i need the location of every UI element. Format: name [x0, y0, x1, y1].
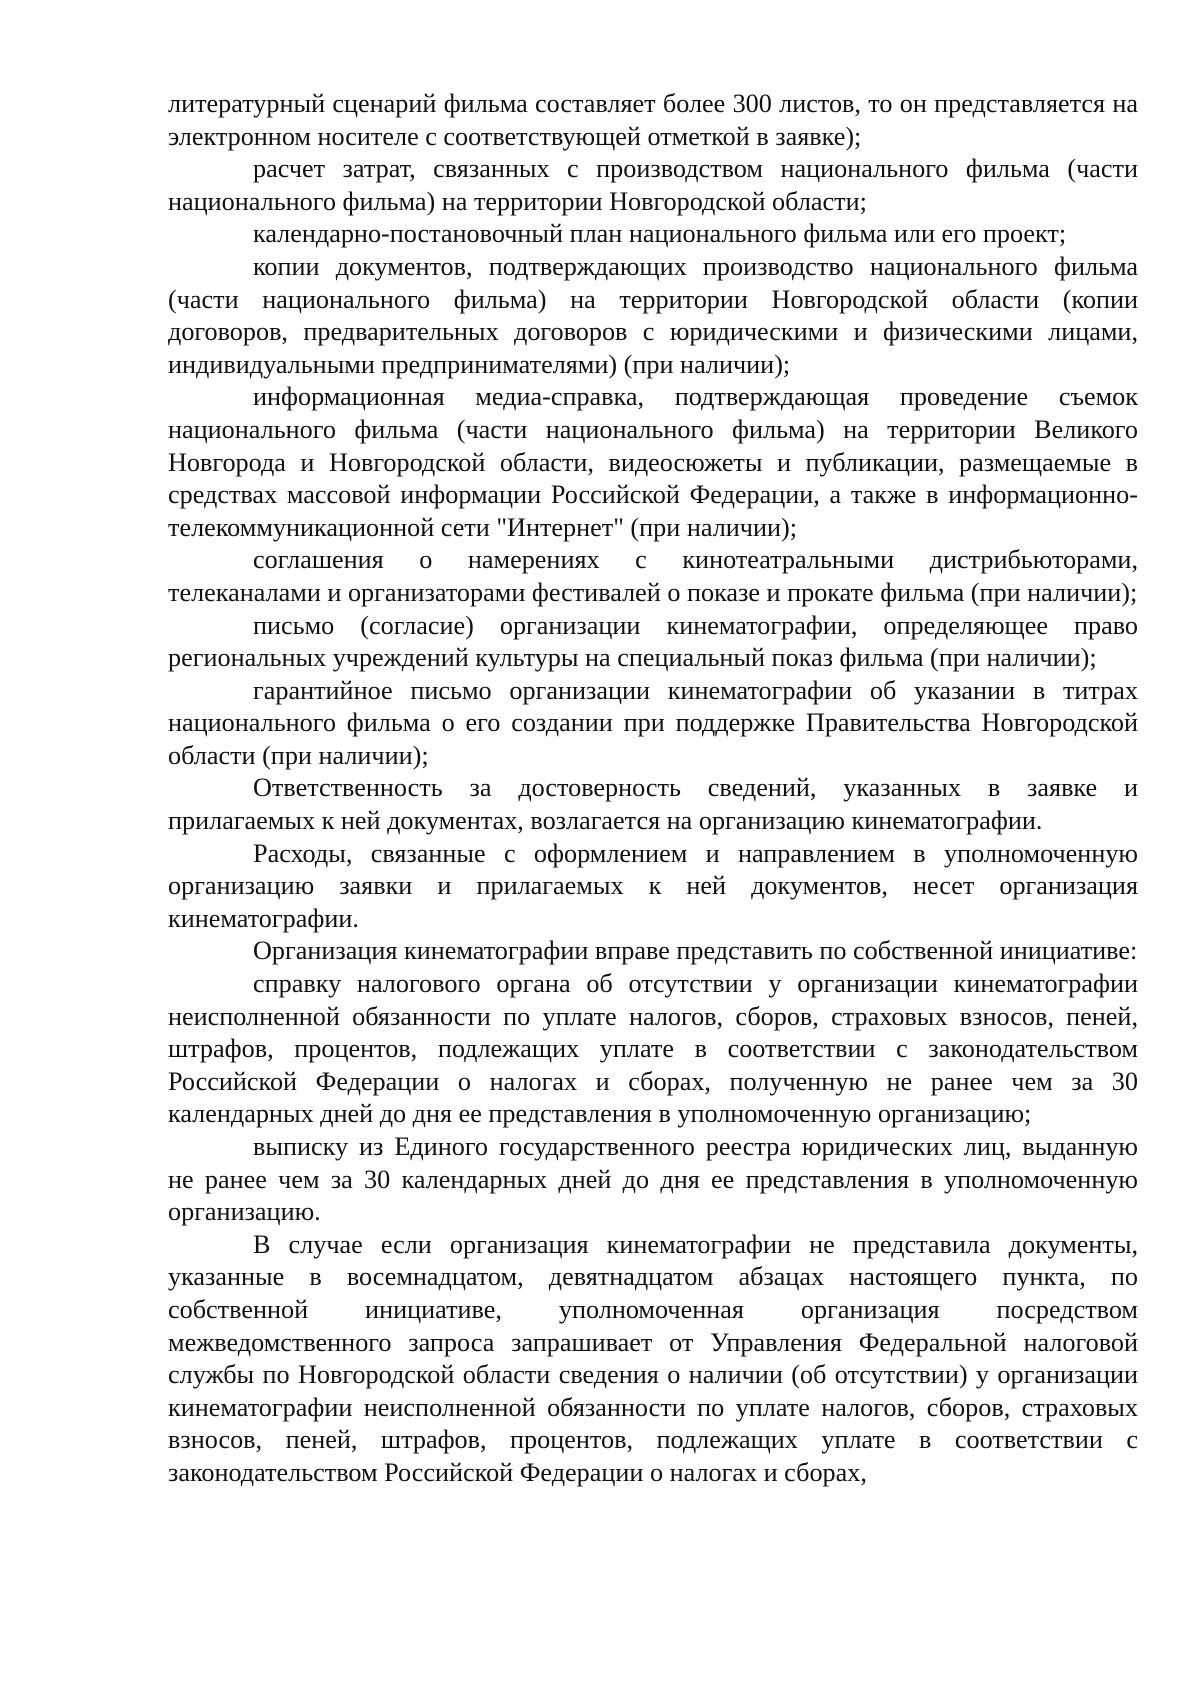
paragraph-guarantee-letter: гарантийное письмо организации кинематографии об указании в титрах национального фильма о его создании при поддержке Правительства Новгородской области (при наличии); — [168, 675, 1138, 770]
paragraph-production-schedule: календарно-постановочный план национального фильма или его проект; — [253, 219, 1067, 249]
paragraph-expenses: Расходы, связанные с оформлением и направлением в уполномоченную организацию заявки и прилагаемых к ней документов, несет организация кинематографии. — [168, 838, 1138, 933]
paragraph-own-initiative: Организация кинематографии вправе представить по собственной инициативе: — [253, 936, 1138, 966]
paragraph-cost-estimate: расчет затрат, связанных с производством национального фильма (части национального фильма) на территории Новгородской области; — [168, 154, 1138, 216]
paragraph-interagency-request: В случае если организация кинематографии не представила документы, указанные в восемнадцатом, девятнадцатом абзацах настоящего пункта, по собственной инициативе, уполномоченная организация посредством межведомственного запроса запрашивает от Управления Федеральной налоговой службы по Новгородской области сведения о наличии (об отсутствии) у организации кинематографии неисполненной обязанности по уплате налогов, сборов, страховых взносов, пеней, штрафов, процентов, подлежащих уплате в соответствии с законодательством Российской Федерации о налогах и сборах, — [168, 1229, 1138, 1487]
paragraph-production-documents: копии документов, подтверждающих производство национального фильма (части национального фильма) на территории Новгородской области (копии договоров, предварительных договоров с юридическими и физическими лицами, индивидуальными предпринимателями) (при наличии); — [168, 251, 1138, 379]
paragraph-screenplay-length: литературный сценарий фильма составляет более 300 листов, то он представляется на электронном носителе с соответствующей отметкой в заявке); — [168, 89, 1138, 151]
document-body — [168, 88, 1138, 1490]
paragraph-tax-certificate: справку налогового органа об отсутствии у организации кинематографии неисполненной обязанности по уплате налогов, сборов, страховых взносов, пеней, штрафов, процентов, подлежащих уплате в соответствии с законодательством Российской Федерации о налогах и сборах, полученную не ранее чем за 30 календарных дней до дня ее представления в уполномоченную организацию; — [168, 969, 1138, 1129]
paragraph-responsibility: Ответственность за достоверность сведений, указанных в заявке и прилагаемых к ней документах, возлагается на организацию кинематографии. — [168, 773, 1138, 836]
paragraph-media-reference: информационная медиа-справка, подтверждающая проведение съемок национального фильма (части национального фильма) на территории Великого Новгорода и Новгородской области, видеосюжеты и публикации, размещаемые в средствах массовой информации Российской Федерации, а также в информационно-телекоммуникационной сети "Интернет" (при наличии); — [168, 382, 1138, 542]
paragraph-distribution-agreements: соглашения о намерениях с кинотеатральными дистрибьюторами, телеканалами и организаторами фестивалей о показе и прокате фильма (при наличии); — [168, 545, 1138, 607]
paragraph-consent-letter: письмо (согласие) организации кинематографии, определяющее право региональных учреждений культуры на специальный показ фильма (при наличии); — [168, 610, 1138, 673]
paragraph-registry-extract: выписку из Единого государственного реестра юридических лиц, выданную не ранее чем за 30 календарных дней до дня ее представления в уполномоченную организацию. — [168, 1132, 1138, 1227]
